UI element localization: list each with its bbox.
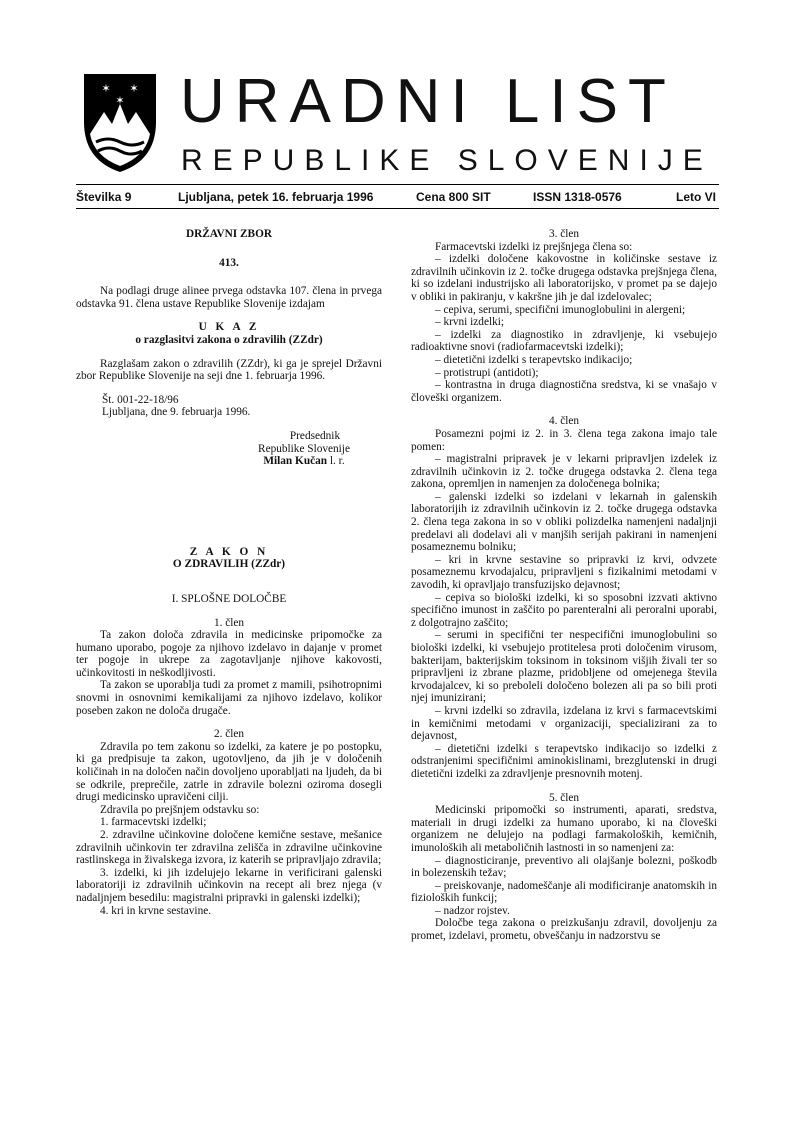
coat-of-arms-icon	[82, 72, 158, 174]
svg-text:✶: ✶	[129, 82, 139, 95]
svg-text:✶: ✶	[101, 82, 111, 95]
article-5-heading: 5. člen	[548, 791, 580, 804]
article-4-item: – kri in krvne sestavine so pripravki iz krvi, odvzete posameznemu krvodajalcu, pripravljeni s fizikalnimi metodami v zavodih, ki opravljajo transfuzijsko dejavnost;	[411, 553, 717, 592]
document-number: 413.	[219, 256, 239, 269]
issue-price: Cena 800 SIT	[416, 190, 491, 204]
article-3-item: – izdelki določene kakovostne in količinske sestave iz zdravilnih učinkovin iz 2. točke drugega odstavka prejšnjega člena, ki so izdelani industrijsko ali laboratorijsko, v promet pa se dajejo v obliki in pakiranju, v kakršne jih je dal izdelovalec;	[411, 253, 717, 303]
article-3-item: – izdelki za diagnostiko in zdravljenje, ki vsebujejo radioaktivne snovi (radiofarmacevtski izdelki);	[411, 328, 717, 354]
article-2-paragraph-1: Zdravila po tem zakonu so izdelki, za katere je po postopku, ki ga predpisuje ta zakon, ugotovljeno, da jih je v določenih količinah in na določen način dovoljeno uporabljati na ljudeh, da bi se odkrile, preprečile, zatrle in zdravile bolezni oziroma dosegli drugi medicinsko upravičeni cilji.	[76, 740, 382, 804]
signature-suffix: l. r.	[329, 455, 345, 468]
article-3-item: – kontrastna in druga diagnostična sredstva, ki se vnašajo v človeški organizem.	[411, 379, 717, 404]
article-1-heading: 1. člen	[213, 616, 245, 629]
intro-paragraph: Na podlagi druge alinee prvega odstavka 107. člena in prvega odstavka 91. člena ustave Republike Slovenije izdajam	[76, 285, 382, 310]
left-column	[76, 228, 382, 917]
issue-number: Številka 9	[76, 190, 132, 204]
zakon-heading: Z A K O N	[189, 545, 269, 558]
ukaz-subheading: o razglasitvi zakona o zdravilih (ZZdr)	[135, 333, 323, 346]
signature-name-line	[226, 455, 382, 468]
article-5-last-paragraph: Določbe tega zakona o preizkušanju zdravil, dovoljenju za promet, izdelavi, prometu, obveščanju in nadzorstvu se	[411, 917, 717, 943]
masthead-subtitle: REPUBLIKE SLOVENIJE	[181, 144, 713, 177]
article-2-item-4: 4. kri in krvne sestavine.	[100, 904, 212, 917]
article-5-item: – preiskovanje, nadomeščanje ali modificiranje anatomskih in fizioloških funkcij;	[411, 879, 717, 905]
article-2-item-2: 2. zdravilne učinkovine določene kemične sestave, mešanice zdravilnih učinkovin ter zdravilna zelišča in zdravilne učinkovine rastlinskega in živalskega izvora, iz katerih se pripravljajo zdravila;	[76, 829, 382, 867]
header-rule-top	[76, 184, 719, 185]
svg-text:✶: ✶	[115, 94, 125, 107]
issue-date: Ljubljana, petek 16. februarja 1996	[178, 190, 374, 204]
reference-number: Št. 001-22-18/96	[102, 393, 179, 406]
article-4-item: – cepiva so biološki izdelki, ki so sposobni izzvati aktivno specifično imunost in zaščito po parenteralni ali peroralni uporabi, z dolgotrajno zaščito;	[411, 591, 717, 629]
article-3-intro: Farmacevtski izdelki iz prejšnjega člena so:	[435, 240, 633, 253]
volume: Leto VI	[676, 190, 717, 204]
article-1-paragraph-2: Ta zakon se uporablja tudi za promet z mamili, psihotropnimi snovmi in osnovnimi kemikalijami za njihovo izdelavo, kolikor poseben zakon ne določa drugače.	[76, 679, 382, 717]
article-2-heading: 2. člen	[213, 728, 245, 741]
ukaz-heading: U K A Z	[198, 321, 260, 334]
article-4-item: – galenski izdelki so izdelani v lekarnah in galenskih laboratorijih iz zdravilnih učinkovin iz 2. točke drugega odstavka 2. člena tega zakona in so v obliki polizdelka namenjeni nadaljnji predelavi ali dodelavi ali v manjših serijah pakirani in namenjeni posameznemu bolniku;	[411, 490, 717, 554]
article-4-item: – dietetični izdelki s terapevtsko indikacijo so izdelki z odstranjenimi specifičnimi aminokislinami, brezglutenski in drugi dietetični izdelki za zdravljenje presnovnih motenj.	[411, 742, 717, 780]
article-3-heading: 3. člen	[548, 228, 580, 240]
right-column	[411, 228, 717, 943]
place-date: Ljubljana, dne 9. februarja 1996.	[102, 406, 251, 419]
article-5-item: – diagnosticiranje, preventivo ali olajšanje bolezni, poškodb in bolezenskih težav;	[411, 854, 717, 880]
article-4-heading: 4. člen	[548, 415, 580, 428]
article-5-item: – nadzor rojstev.	[435, 904, 510, 917]
issn: ISSN 1318-0576	[533, 190, 622, 204]
signature-title: Predsednik	[289, 429, 341, 442]
article-1-paragraph-1: Ta zakon določa zdravila in medicinske pripomočke za humano uporabo, pogoje za njihovo izdelavo in dajanje v promet ter pogoje in ukrepe za zagotavljanje njihove kakovosti, učinkovitosti in neškodljivosti.	[76, 629, 382, 679]
article-3-item: – protistrupi (antidoti);	[435, 366, 539, 379]
article-3-item: – cepiva, serumi, specifični imunoglobulini in alergeni;	[435, 303, 686, 316]
section-heading: DRŽAVNI ZBOR	[185, 228, 273, 240]
article-2-paragraph-2: Zdravila po prejšnjem odstavku so:	[100, 803, 260, 816]
article-4-item: – magistralni pripravek je v lekarni pripravljen izdelek iz zdravilnih učinkovin iz 2. točke drugega odstavka 2. člena tega zakona, opremljen in namenjen za določenega bolnika;	[411, 453, 717, 491]
article-4-item: – serumi in specifični ter nespecifični imunoglobulini so biološki izdelki, ki vsebujejo protitelesa proti določenim virusom, bakterijam, bakterijskim toksinom in toksinom višjih živali ter so pripravljeni iz zbrane plazme, pridobljene od omejenega števila krvodajalcev, ki so preboleli določeno bolezen ali pa so bili proti njej imunizirani;	[411, 629, 717, 705]
article-2-item-3: 3. izdelki, ki jih izdelujejo lekarne in verificirani galenski laboratoriji iz zdravilnih učinkovin na recept ali brez njega (v nadaljnjem besedilu: magistralni pripravki in galenski izdelki);	[76, 866, 382, 904]
masthead-title: URADNI LIST	[180, 67, 676, 136]
article-4-item: – krvni izdelki so zdravila, izdelana iz krvi s farmacevtskimi in kemičnimi metodami v organizaciji, specializirani za to dejavnost,	[411, 704, 717, 743]
signature-office: Republike Slovenije	[258, 442, 350, 455]
chapter-heading: I. SPLOŠNE DOLOČBE	[171, 592, 287, 605]
header-rule-bottom	[76, 208, 719, 209]
article-2-item-1: 1. farmacevtski izdelki;	[100, 816, 207, 829]
proclamation-paragraph: Razglašam zakon o zdravilih (ZZdr), ki ga je sprejel Državni zbor Republike Slovenije na seji dne 1. februarja 1996.	[76, 357, 382, 383]
zakon-subheading: O ZDRAVILIH (ZZdr)	[172, 558, 286, 571]
signature-name: Milan Kučan	[263, 455, 328, 468]
article-5-intro: Medicinski pripomočki so instrumenti, aparati, sredstva, materiali in drugi izdelki za humano uporabo, ki na človeški organizem ne delujejo na podlagi farmakoloških, kemičnih, imunoloških ali metaboličnih lastnosti in so namenjeni za:	[411, 804, 717, 854]
article-4-intro: Posamezni pojmi iz 2. in 3. člena tega zakona imajo tale pomen:	[411, 427, 717, 453]
article-3-item: – dietetični izdelki s terapevtsko indikacijo;	[435, 353, 633, 366]
article-3-item: – krvni izdelki;	[435, 316, 505, 329]
